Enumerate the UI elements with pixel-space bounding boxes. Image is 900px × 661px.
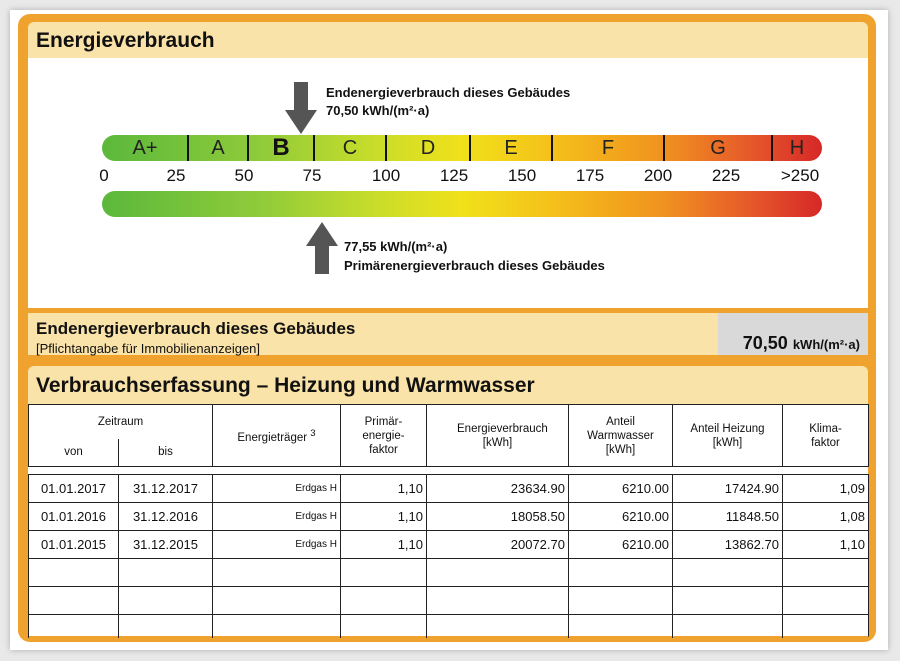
cell-von: 01.01.2015 [29, 531, 119, 559]
scale-tick-label: 200 [643, 166, 673, 185]
empty-cell [569, 615, 673, 643]
class-separator [771, 135, 773, 161]
end-energy-title: Endenergieverbrauch dieses Gebäudes [36, 319, 356, 338]
empty-cell [119, 559, 213, 587]
empty-cell [341, 559, 427, 587]
class-separator [469, 135, 471, 161]
energy-class-e: E [504, 137, 518, 159]
consumption-table-area [28, 404, 868, 636]
empty-cell [427, 615, 569, 643]
class-separator [663, 135, 665, 161]
class-separator [247, 135, 249, 161]
empty-cell [569, 587, 673, 615]
table-row-empty [29, 615, 869, 643]
cell-bis: 31.12.2017 [119, 475, 213, 503]
header-bis: bis [119, 439, 213, 467]
energy-class-b: B [272, 134, 290, 161]
consumption-table [28, 404, 869, 642]
cell-primaerfaktor: 1,10 [341, 503, 427, 531]
header-von: von [29, 439, 119, 467]
scale-tick-label: 175 [575, 166, 605, 185]
empty-cell [29, 587, 119, 615]
empty-cell [673, 587, 783, 615]
scale-tick-label: 225 [711, 166, 741, 185]
empty-cell [213, 615, 341, 643]
empty-cell [673, 615, 783, 643]
cell-klimafaktor: 1,08 [783, 503, 869, 531]
energy-scale [28, 58, 868, 308]
section-title-verbrauchserfassung: Verbrauchserfassung – Heizung und Warmwasser [28, 366, 868, 404]
empty-cell [783, 615, 869, 643]
scale-tick-label: 0 [99, 166, 109, 185]
end-energy-value: 70,50 kWh/(m²·a) [326, 103, 430, 118]
empty-cell [673, 559, 783, 587]
empty-cell [29, 559, 119, 587]
header-zeitraum: Zeitraum [29, 405, 213, 439]
energy-class-g: G [710, 137, 726, 159]
scale-tick-label: 25 [166, 166, 186, 185]
end-energy-subtitle: [Pflichtangabe für Immobilienanzeigen] [36, 341, 261, 356]
end-energy-unit: kWh/(m²·a) [792, 337, 860, 352]
energy-class-a: A [211, 137, 225, 159]
table-row [29, 531, 869, 559]
cell-energietraeger: Erdgas H [213, 475, 341, 503]
cell-energietraeger: Erdgas H [213, 503, 341, 531]
table-row-empty [29, 587, 869, 615]
arrow-up-icon [306, 222, 338, 274]
empty-cell [119, 587, 213, 615]
energy-class-aplus: A+ [132, 137, 158, 159]
scale-tick-label: 125 [439, 166, 469, 185]
cell-anteil-warmwasser: 6210.00 [569, 503, 673, 531]
cell-energieverbrauch: 20072.70 [427, 531, 569, 559]
header-anteil-heizung: Anteil Heizung [kWh] [673, 405, 783, 467]
cell-energieverbrauch: 18058.50 [427, 503, 569, 531]
empty-cell [569, 559, 673, 587]
cell-bis: 31.12.2016 [119, 503, 213, 531]
end-energy-label: Endenergieverbrauch dieses Gebäudes [326, 85, 571, 100]
scale-tick-label: >250 [780, 166, 820, 185]
energy-gradient-bar [102, 191, 822, 217]
empty-cell [29, 615, 119, 643]
scale-tick-label: 150 [507, 166, 537, 185]
section-title-energieverbrauch: Energieverbrauch [28, 22, 868, 58]
cell-anteil-warmwasser: 6210.00 [569, 531, 673, 559]
energy-class-c: C [342, 137, 358, 159]
arrow-down-icon [285, 82, 317, 134]
consumption-rows [29, 475, 869, 643]
energy-class-d: D [420, 137, 436, 159]
header-energietraeger: Energieträger $^3$ [213, 405, 341, 467]
table-row [29, 475, 869, 503]
energy-class-h: H [789, 137, 805, 159]
cell-klimafaktor: 1,09 [783, 475, 869, 503]
end-energy-value-box [718, 313, 868, 355]
cell-energieverbrauch: 23634.90 [427, 475, 569, 503]
empty-cell [213, 559, 341, 587]
header-primaerenergiefaktor: Primär- energie- faktor [341, 405, 427, 467]
cell-bis: 31.12.2015 [119, 531, 213, 559]
header-klimafaktor: Klima- faktor [783, 405, 869, 467]
cell-klimafaktor: 1,10 [783, 531, 869, 559]
cell-von: 01.01.2017 [29, 475, 119, 503]
scale-tick-label: 75 [302, 166, 322, 185]
cell-primaerfaktor: 1,10 [341, 531, 427, 559]
cell-anteil-heizung: 11848.50 [673, 503, 783, 531]
scale-tick-label: 100 [371, 166, 401, 185]
end-energy-section [28, 313, 718, 355]
empty-cell [213, 587, 341, 615]
class-separator [551, 135, 553, 161]
class-separator [385, 135, 387, 161]
primary-energy-label: Primärenergieverbrauch dieses Gebäudes [344, 258, 605, 273]
empty-cell [783, 587, 869, 615]
energy-class-f: F [601, 137, 615, 159]
empty-cell [119, 615, 213, 643]
end-energy-number: 70,50 [742, 333, 788, 353]
primary-energy-value: 77,55 kWh/(m²·a) [344, 239, 448, 254]
empty-cell [341, 615, 427, 643]
empty-cell [427, 559, 569, 587]
header-anteil-warmwasser: Anteil Warmwasser [kWh] [569, 405, 673, 467]
empty-cell [341, 587, 427, 615]
empty-cell [427, 587, 569, 615]
empty-cell [783, 559, 869, 587]
class-separator [313, 135, 315, 161]
header-energieverbrauch: Energieverbrauch [kWh] [427, 405, 569, 467]
cell-anteil-warmwasser: 6210.00 [569, 475, 673, 503]
cell-anteil-heizung: 13862.70 [673, 531, 783, 559]
cell-energietraeger: Erdgas H [213, 531, 341, 559]
table-row [29, 503, 869, 531]
class-separator [187, 135, 189, 161]
cell-anteil-heizung: 17424.90 [673, 475, 783, 503]
table-row-empty [29, 559, 869, 587]
cell-von: 01.01.2016 [29, 503, 119, 531]
cell-primaerfaktor: 1,10 [341, 475, 427, 503]
scale-tick-label: 50 [234, 166, 254, 185]
certificate-panel [18, 14, 876, 642]
